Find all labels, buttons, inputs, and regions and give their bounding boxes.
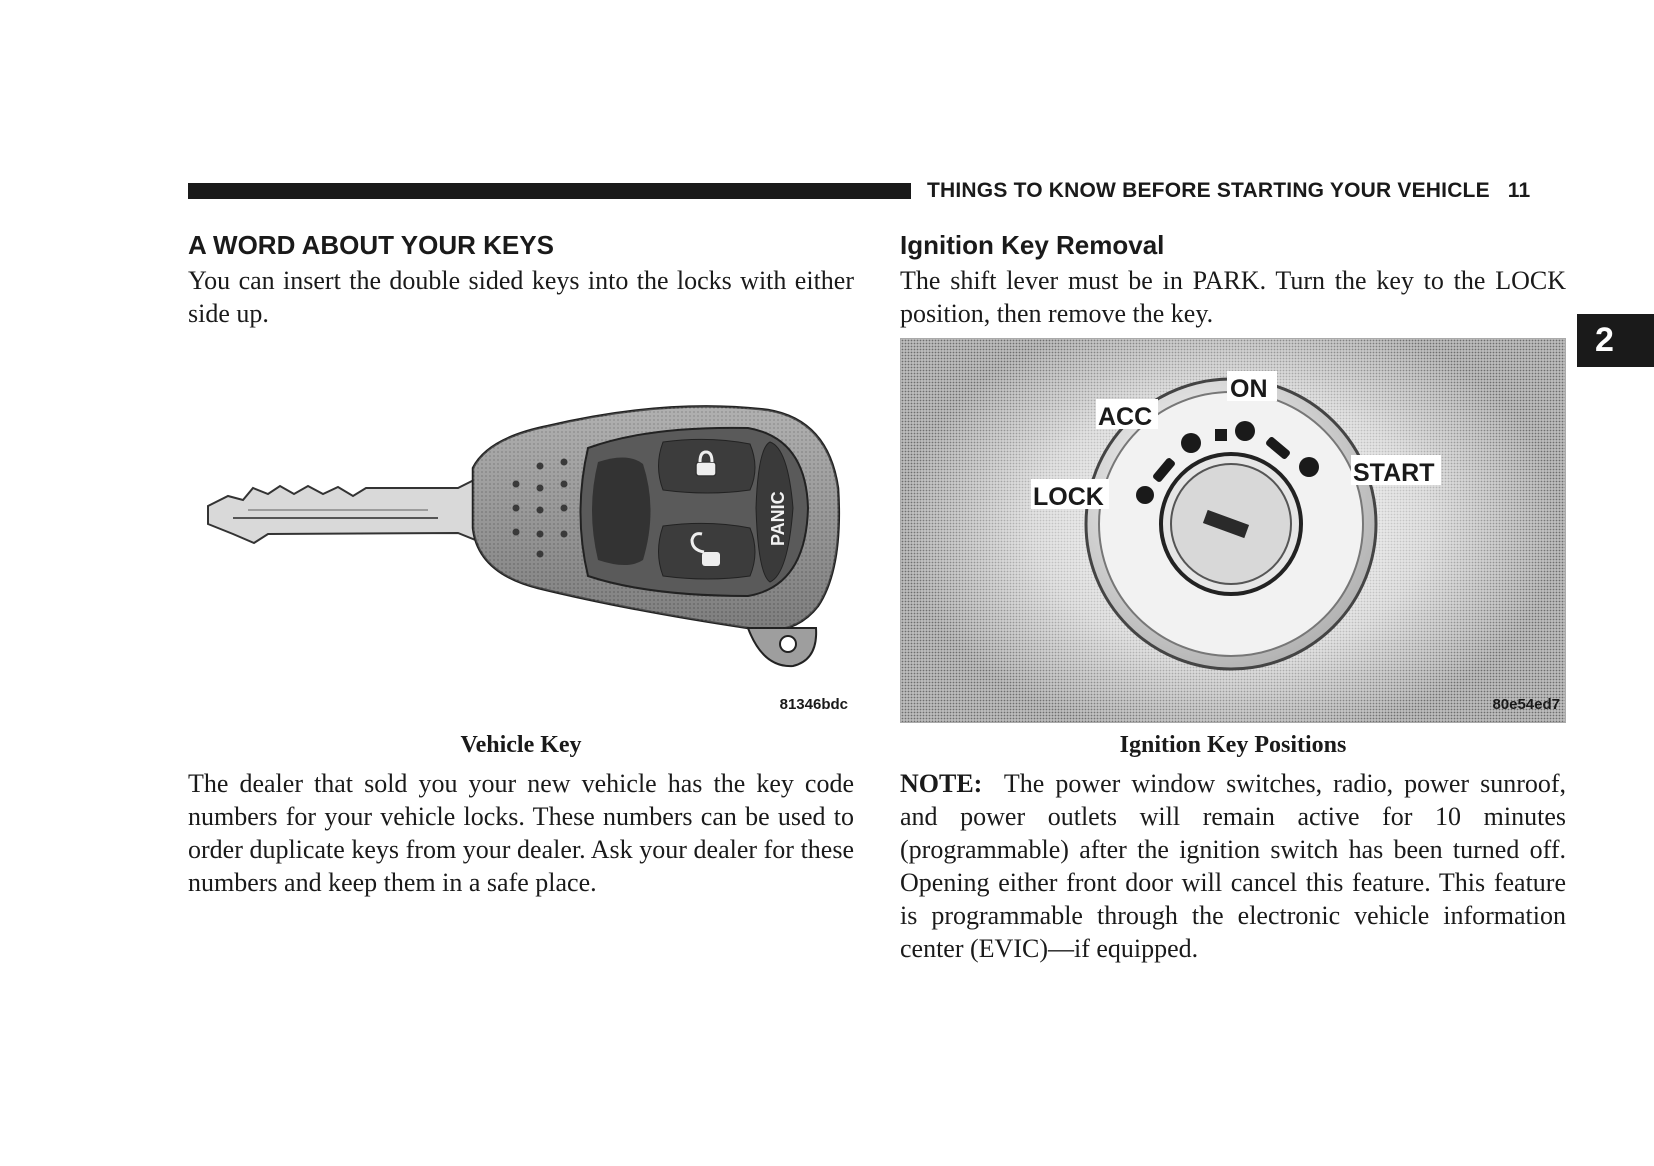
unlock-button bbox=[659, 523, 756, 579]
note-label: NOTE: bbox=[900, 769, 983, 798]
figure-caption: Ignition Key Positions bbox=[1119, 732, 1347, 758]
section-heading-keys: A WORD ABOUT YOUR KEYS bbox=[188, 230, 554, 260]
figure-code: 80e54ed7 bbox=[1492, 696, 1560, 713]
keys-intro-paragraph: You can insert the double sided keys into the locks with either side up. bbox=[188, 266, 854, 328]
ignition-illustration bbox=[901, 339, 1566, 723]
key-code-paragraph: The dealer that sold you your new vehicle has the key code numbers for your vehicle locks. These numbers can be used to order duplicate keys from your dealer. Ask your dealer for these numbers and keep them in a safe place. bbox=[188, 769, 854, 897]
position-label-start: START bbox=[1353, 459, 1435, 487]
note-text: The power window switches, radio, power sunroof, and power outlets will remain active for 10 minutes (programmable) after the ignition switch has been turned off. Opening either front door will cancel this feature. This feature is programmable through the electronic vehicle information center (EVIC)—if equipped. bbox=[900, 769, 1567, 963]
header-rule bbox=[188, 183, 911, 199]
left-button bbox=[592, 457, 651, 565]
position-label-acc: ACC bbox=[1098, 403, 1153, 431]
right-column bbox=[900, 226, 1566, 965]
vehicle-key-illustration bbox=[188, 338, 854, 723]
panic-label: PANIC bbox=[768, 491, 788, 546]
page-number: 11 bbox=[1507, 179, 1531, 202]
vehicle-key-figure bbox=[188, 338, 854, 723]
chapter-tab: 2 bbox=[1577, 314, 1654, 367]
figure-code: 81346bdc bbox=[779, 696, 848, 713]
position-label-on: ON bbox=[1230, 375, 1268, 403]
left-column bbox=[188, 226, 854, 899]
running-header bbox=[927, 179, 1530, 203]
position-label-lock: LOCK bbox=[1033, 483, 1104, 511]
header-title: THINGS TO KNOW BEFORE STARTING YOUR VEHICLE bbox=[927, 179, 1490, 202]
figure-caption: Vehicle Key bbox=[460, 732, 582, 758]
ignition-intro-paragraph: The shift lever must be in PARK. Turn the key to the LOCK position, then remove the key. bbox=[900, 266, 1566, 328]
ignition-figure bbox=[900, 338, 1566, 723]
note-paragraph bbox=[900, 767, 1566, 965]
section-heading-ignition: Ignition Key Removal bbox=[900, 230, 1165, 260]
